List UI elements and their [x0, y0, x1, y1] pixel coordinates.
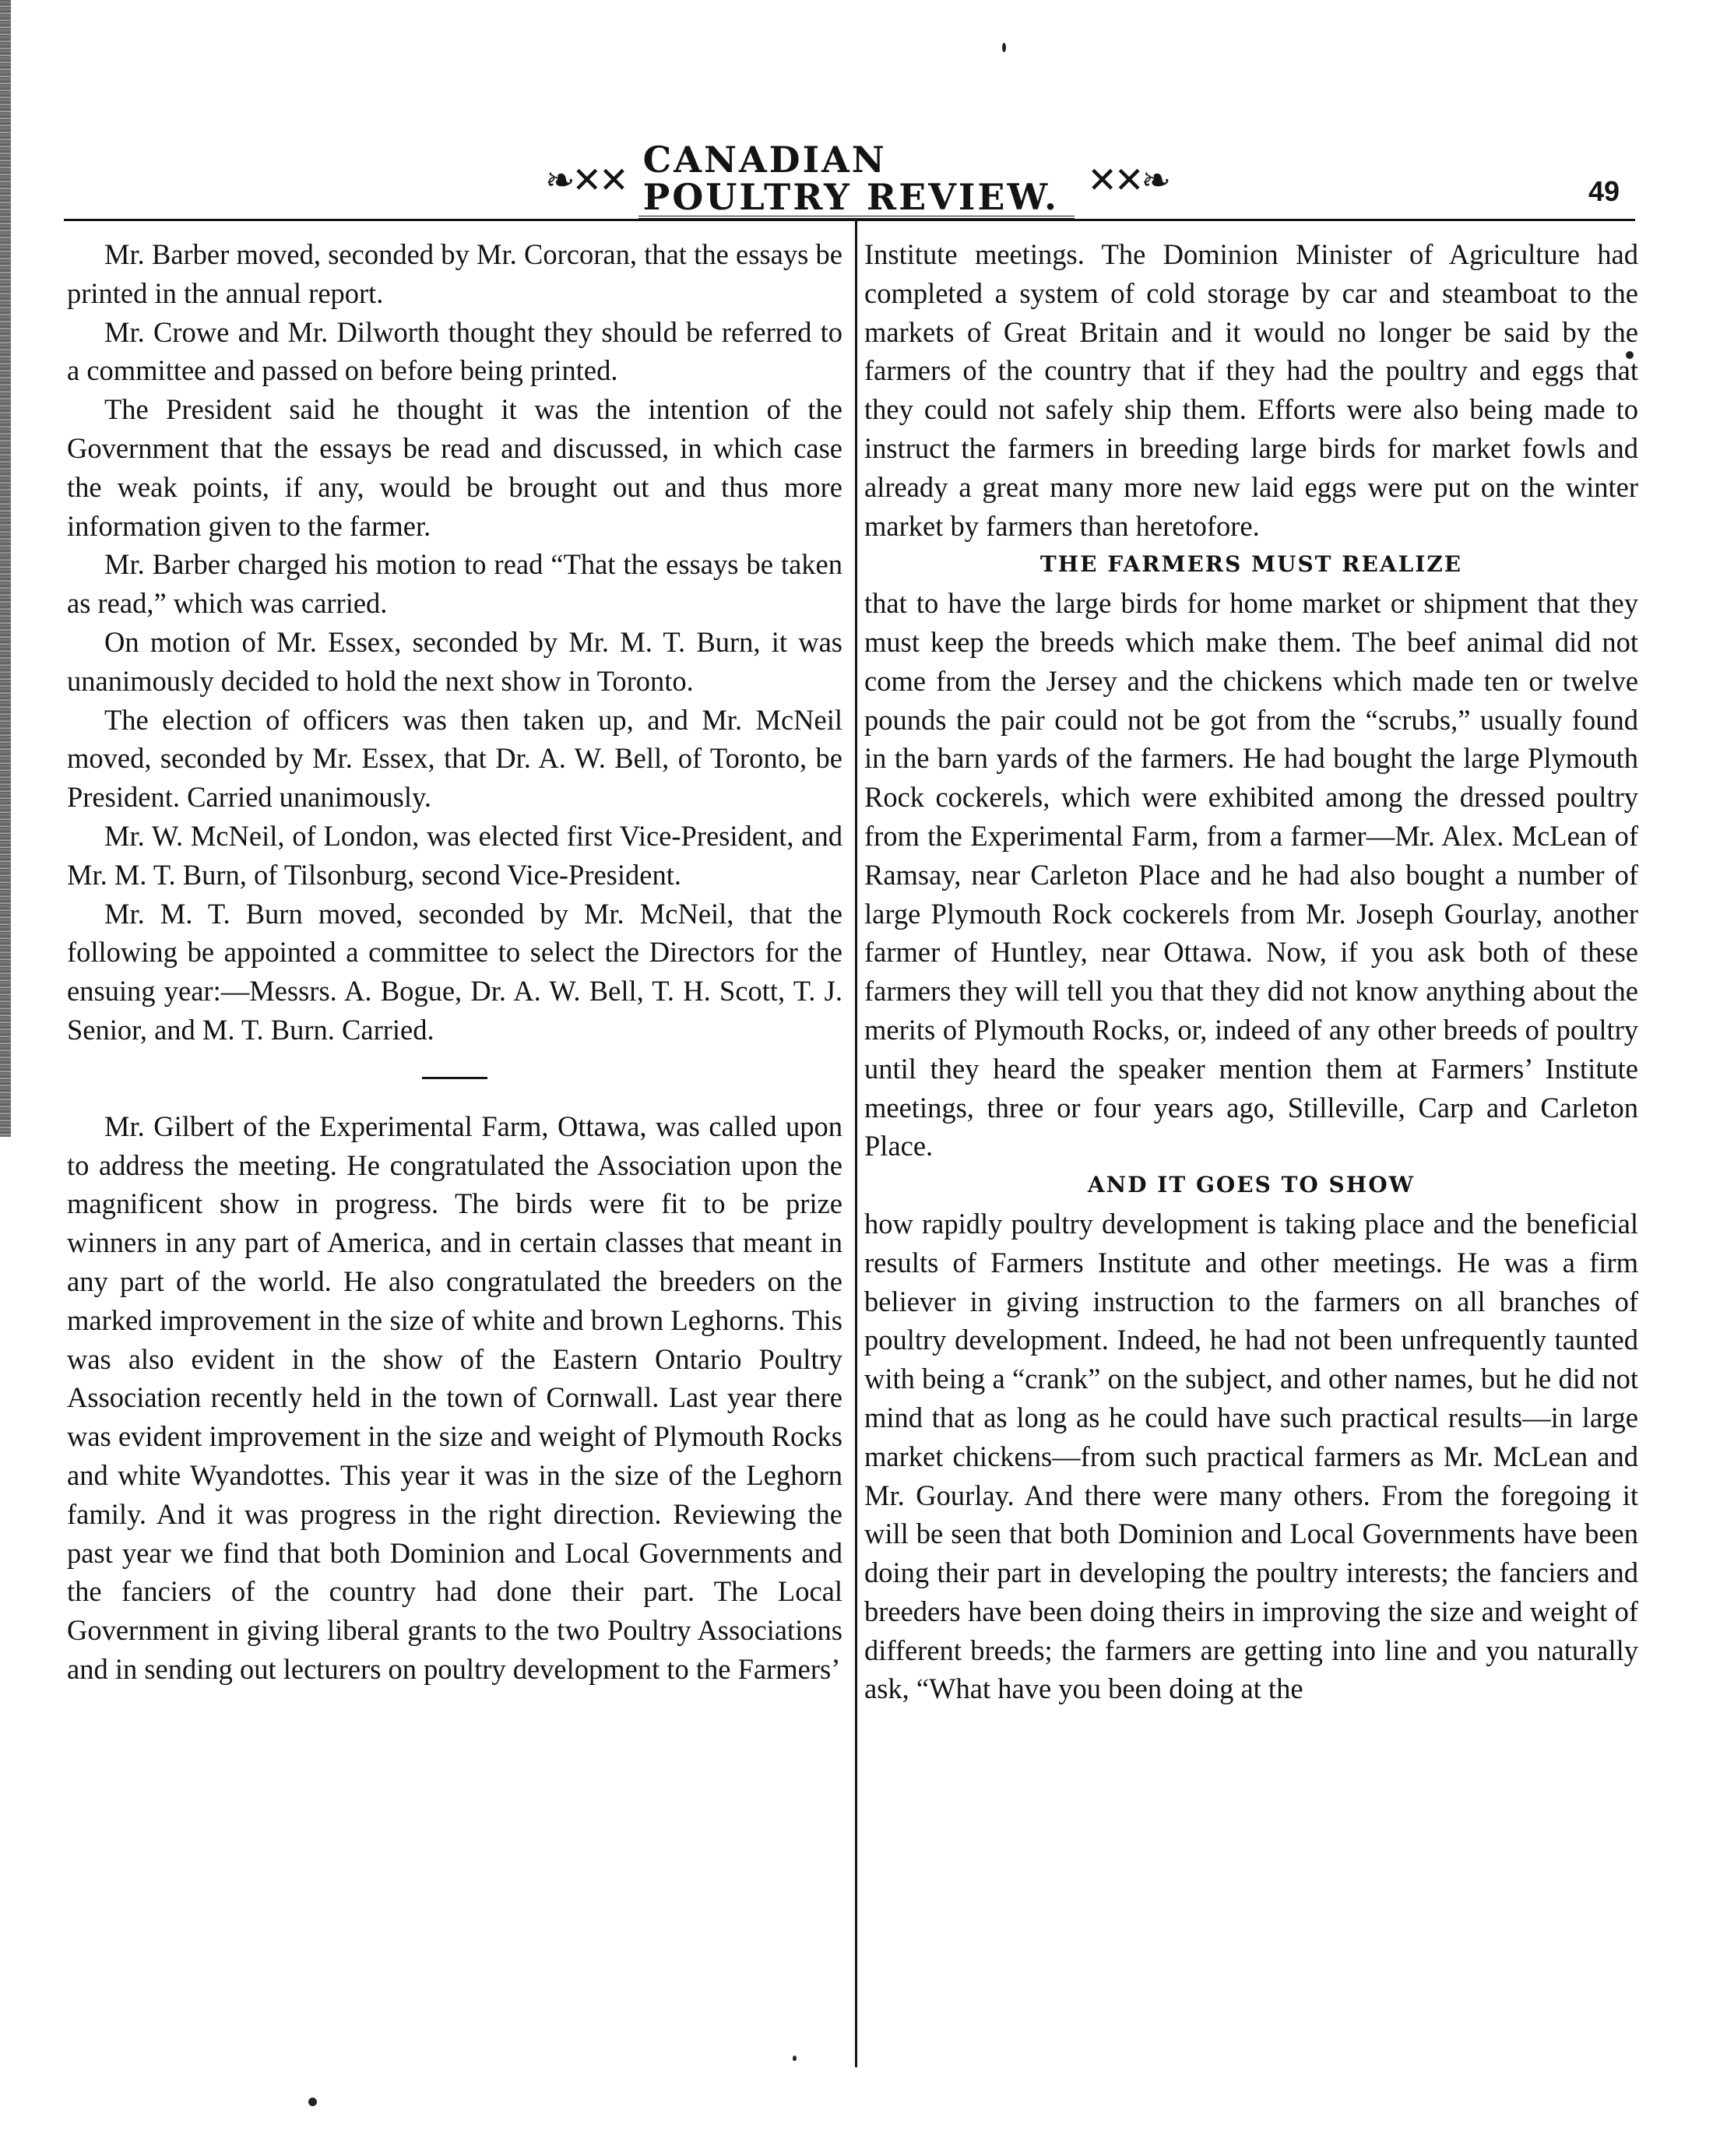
paragraph: Mr. Barber charged his motion to read “That the essays be taken as read,” which was carried. — [67, 548, 842, 620]
scan-edge-shadow — [0, 0, 11, 1137]
paragraph: Institute meetings. The Dominion Minister of Agriculture had completed a system of cold storage by car and steamboat to the markets of Great Britain and it would no longer be said by the farmers of the country that if they had the poultry and eggs that they could not safely ship them. Efforts were also being made to instruct the farmers in breeding large birds for market fowls and already a great many more new laid eggs were put on the winter market by farmers than heretofore. — [864, 238, 1638, 542]
masthead-title: CANADIAN POULTRY REVIEW. — [638, 141, 1075, 220]
paragraph: Mr. Gilbert of the Experimental Farm, Ottawa, was called upon to address the meeting. He congratulated the Association upon the magnificent show in progress. The birds were fit to be prize winners in any part of America, and in certain classes that meant in any part of the world. He also congratulated the breeders on the marked improvement in the size of white and brown Leghorns. This was also evident in the show of the Eastern Ontario Poultry Association recently held in the town of Cornwall. Last year there was evident improvement in the size and weight of Plymouth Rocks and white Wyandottes. This year it was in the size of the Leghorn family. And it was progress in the right direction. Reviewing the past year we find that both Dominion and Local Governments and the fanciers of the country had done their part. The Local Government in giving liberal grants to the two Poultry Associations and in sending out lecturers on poultry development to the Farmers’ — [67, 1110, 842, 1685]
header-rule — [64, 219, 1635, 221]
paragraph: On motion of Mr. Essex, seconded by Mr. M. T. Burn, it was unanimously decided to hold the next show in Toronto. — [67, 625, 842, 697]
paragraph: Mr. W. McNeil, of London, was elected first Vice-President, and Mr. M. T. Burn, of Tilsonburg, second Vice-President. — [67, 819, 842, 891]
page-number: 49 — [1588, 175, 1620, 207]
left-column — [67, 235, 842, 1689]
masthead-ornament-right: ✕✕❧ — [1087, 159, 1168, 201]
section-divider-rule — [422, 1077, 487, 1079]
paragraph: The President said he thought it was the intention of the Government that the essays be read and discussed, in which case the weak points, if any, would be brought out and thus more information given to the farmer. — [67, 393, 842, 542]
masthead-ornament-left: ❧✕✕ — [545, 159, 626, 201]
paragraph: how rapidly poultry development is taking place and the beneficial results of Farmers Institute and other meetings. He was a firm believer in giving instruction to the farmers on all branches of poultry development. Indeed, he had not been unfrequently taunted with being a “crank” on the subject, and other names, but he did not mind that as long as he could have such practical results—in large market chickens—from such practical farmers as Mr. McLean and Mr. Gourlay. And there were many others. From the foregoing it will be seen that both Dominion and Local Governments have been doing their part in developing the poultry interests; the fanciers and breeders have been doing theirs in improving the size and weight of different breeds; the farmers are getting into line and you naturally ask, “What have you been doing at the — [864, 1207, 1638, 1705]
right-column — [864, 235, 1638, 1708]
masthead — [545, 138, 1168, 218]
paragraph: The election of officers was then taken up, and Mr. McNeil moved, seconded by Mr. Essex, that Dr. A. W. Bell, of Toronto, be President. Carried unanimously. — [67, 703, 842, 814]
ink-speck — [1002, 43, 1006, 52]
subheading: AND IT GOES TO SHOW — [1087, 1172, 1416, 1198]
column-divider — [855, 220, 857, 2067]
ink-speck — [793, 2056, 797, 2061]
paragraph: Mr. Crowe and Mr. Dilworth thought they should be referred to a committee and passed on before being printed. — [67, 315, 842, 387]
paragraph: Mr. M. T. Burn moved, seconded by Mr. McNeil, that the following be appointed a committee to select the Directors for the ensuing year:—Messrs. A. Bogue, Dr. A. W. Bell, T. H. Scott, T. J. Senior, and M. T. Burn. Carried. — [67, 897, 842, 1046]
subheading: THE FARMERS MUST REALIZE — [1039, 551, 1463, 578]
paragraph: Mr. Barber moved, seconded by Mr. Corcoran, that the essays be printed in the annual report. — [67, 238, 842, 309]
paragraph: that to have the large birds for home market or shipment that they must keep the breeds which make them. The beef animal did not come from the Jersey and the chickens which made ten or twelve pounds the pair could not be got from the “scrubs,” usually found in the barn yards of the farmers. He had bought the large Plymouth Rock cockerels, which were exhibited among the dressed poultry from the Experimental Farm, from a farmer—Mr. Alex. McLean of Ramsay, near Carleton Place and he had also bought a number of large Plymouth Rock cockerels from Mr. Joseph Gourlay, another farmer of Huntley, near Ottawa. Now, if you ask both of these farmers they will tell you that they did not know anything about the merits of Plymouth Rocks, or, indeed of any other breeds of poultry until they heard the speaker mention them at Farmers’ Institute meetings, three or four years ago, Stilleville, Carp and Carleton Place. — [864, 587, 1638, 1162]
ink-speck — [308, 2098, 317, 2106]
